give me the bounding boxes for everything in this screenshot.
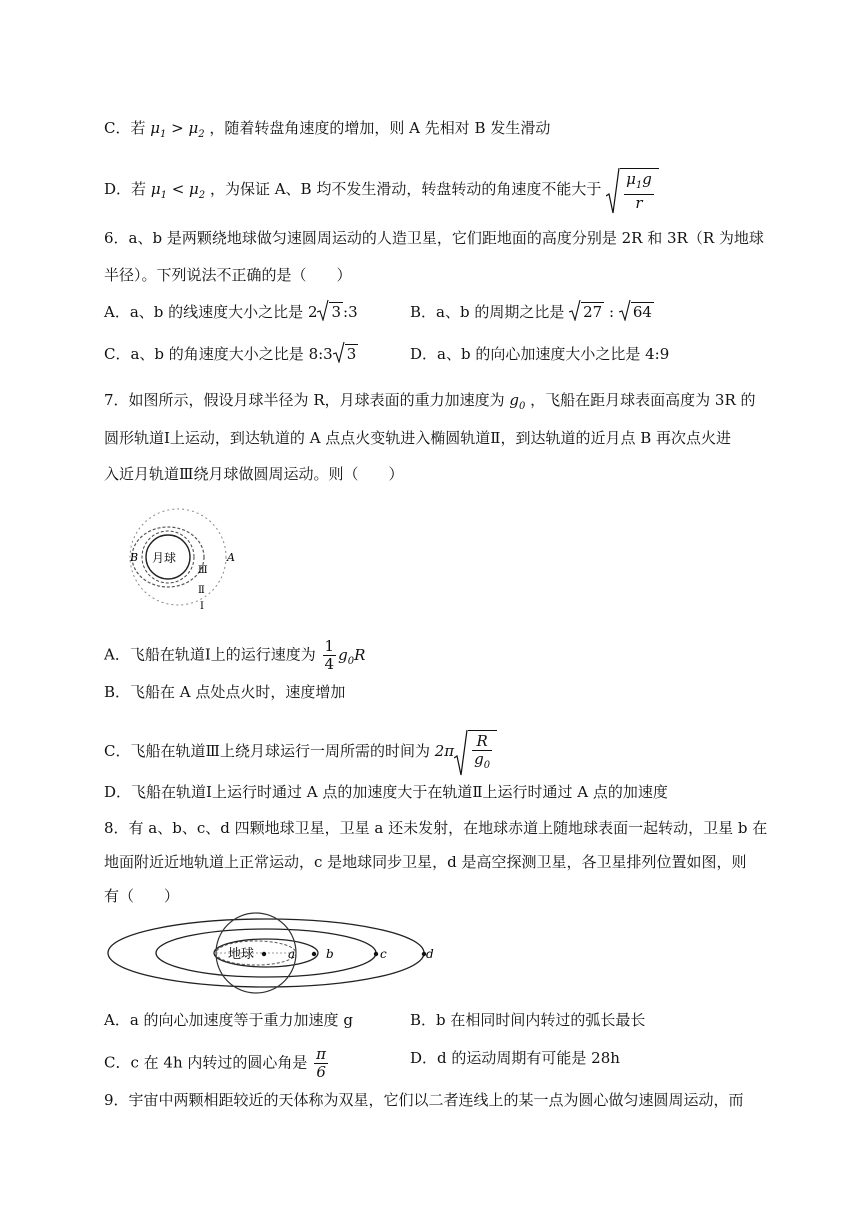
q7-option-c-sqrt: $\frac{R}{g_0}$: [454, 730, 497, 774]
q6-option-b[interactable]: [410, 302, 654, 322]
moon-label: 月球: [152, 551, 177, 565]
q8-option-c-text: C．c 在 4h 内转过的圆心角是: [104, 1053, 308, 1072]
q6-option-b-expression: 27 : 64: [569, 303, 654, 321]
q5-option-d-sqrt-expression: $\frac{\mu_1g}{r}$: [606, 168, 659, 212]
q8-stem-line1: 8．有 a、b、c、d 四颗地球卫星，卫星 a 还未发射，在地球赤道上随地球表面一起转动，卫星 b 在: [104, 819, 768, 837]
q6-option-a-expression: 2 3 :3: [308, 303, 358, 321]
orbit-3-label: Ⅲ: [198, 565, 208, 576]
satellite-a-label: a: [288, 947, 296, 961]
q7-stem-line3: 入近月轨道Ⅲ绕月球做圆周运动。则（ ）: [104, 465, 404, 483]
q5-option-c-text: ，随着转盘角速度的增加，则 A 先相对 B 发生滑动: [209, 119, 551, 137]
q7-option-c-expression: 2π: [434, 742, 455, 760]
q5-option-c-formula: $\mu_1 > \mu_2$: [150, 119, 205, 140]
q7-option-a[interactable]: A．飞船在轨道Ⅰ上的运行速度为 $\frac{1}{4}$ $g_0R$: [104, 637, 366, 673]
q5-option-d-formula: $\mu_1 < \mu_2$: [150, 180, 206, 201]
q5-option-d-text: ，为保证 A、B 均不发生滑动，转盘转动的角速度不能大于: [209, 180, 602, 198]
q5-option-c-prefix: C．若: [104, 119, 146, 137]
satellite-c-label: c: [380, 947, 387, 961]
point-a-label: A: [227, 551, 235, 564]
orbit-2-label: Ⅱ: [198, 585, 205, 596]
q6-option-a-text: A．a、b 的线速度大小之比是: [104, 303, 304, 321]
q6-stem-line2: 半径）。下列说法不正确的是（ ）: [104, 266, 352, 284]
satellite-d-label: d: [426, 947, 434, 961]
satellite-b-label: b: [326, 947, 334, 961]
q6-option-c[interactable]: [104, 344, 358, 364]
orbit-1-circle: [130, 509, 226, 605]
q7-stem-line2: 圆形轨道Ⅰ上运动，到达轨道的 A 点点火变轨进入椭圆轨道Ⅱ，到达轨道的近月点 B 再次点火进: [104, 429, 732, 447]
q7-stem-line1: 7．如图所示，假设月球半径为 R，月球表面的重力加速度为 $g_0$ ，飞船在距月球表面高度为 3R 的: [104, 391, 756, 412]
q7-option-c[interactable]: [104, 730, 497, 774]
q8-option-c-fraction: $\frac{\pi}{6}$: [316, 1045, 327, 1081]
q6-option-c-expression: 8:3 3: [309, 345, 359, 363]
earth-label: 地球: [228, 947, 255, 962]
q7-orbit-figure: [120, 505, 260, 615]
q8-option-b[interactable]: B．b 在相同时间内转过的弧长最长: [410, 1011, 646, 1029]
q7-option-c-text: C．飞船在轨道Ⅲ上绕月球运行一周所需的时间为: [104, 742, 430, 760]
q5-option-d[interactable]: [104, 168, 659, 212]
q6-option-d[interactable]: [410, 344, 669, 364]
q8-option-a[interactable]: A．a 的向心加速度等于重力加速度 g: [104, 1011, 353, 1029]
q6-option-d-text: D．a、b 的向心加速度大小之比是: [410, 345, 641, 363]
q6-option-c-text: C．a、b 的角速度大小之比是: [104, 345, 304, 363]
q7-option-a-text: A．飞船在轨道Ⅰ上的运行速度为: [104, 645, 316, 664]
q5-option-d-prefix: D．若: [104, 180, 147, 198]
orbit-1-label: Ⅰ: [200, 601, 204, 612]
q7-option-a-fraction: $\frac{1}{4}$: [324, 637, 335, 673]
g0-symbol: $g_0$: [509, 391, 526, 412]
q8-stem-line2: 地面附近近地轨道上正常运动，c 是地球同步卫星，d 是高空探测卫星，各卫星排列位置如图，则: [104, 853, 747, 871]
q7-option-b[interactable]: B．飞船在 A 点处点火时，速度增加: [104, 683, 346, 701]
q6-stem-line1: 6．a、b 是两颗绕地球做匀速圆周运动的人造卫星，它们距地面的高度分别是 2R 和 3R（R 为地球: [104, 229, 764, 247]
q6-option-d-expression: 4:9: [645, 345, 670, 363]
q8-satellite-figure: [104, 910, 444, 994]
q8-stem-line3: 有（ ）: [104, 887, 180, 905]
q9-stem-line1: 9．宇宙中两颗相距较近的天体称为双星，它们以二者连线上的某一点为圆心做匀速圆周运动，而: [104, 1091, 744, 1109]
q6-option-b-text: B．a、b 的周期之比是: [410, 303, 565, 321]
q5-option-c[interactable]: [104, 118, 550, 145]
q6-option-a[interactable]: [104, 302, 358, 322]
q8-option-c[interactable]: [104, 1046, 330, 1081]
q8-option-d[interactable]: D．d 的运动周期有可能是 28h: [410, 1049, 620, 1067]
point-b-label: B: [130, 551, 139, 564]
q7-option-d[interactable]: D．飞船在轨道Ⅰ上运行时通过 A 点的加速度大于在轨道Ⅱ上运行时通过 A 点的加速度: [104, 783, 668, 801]
